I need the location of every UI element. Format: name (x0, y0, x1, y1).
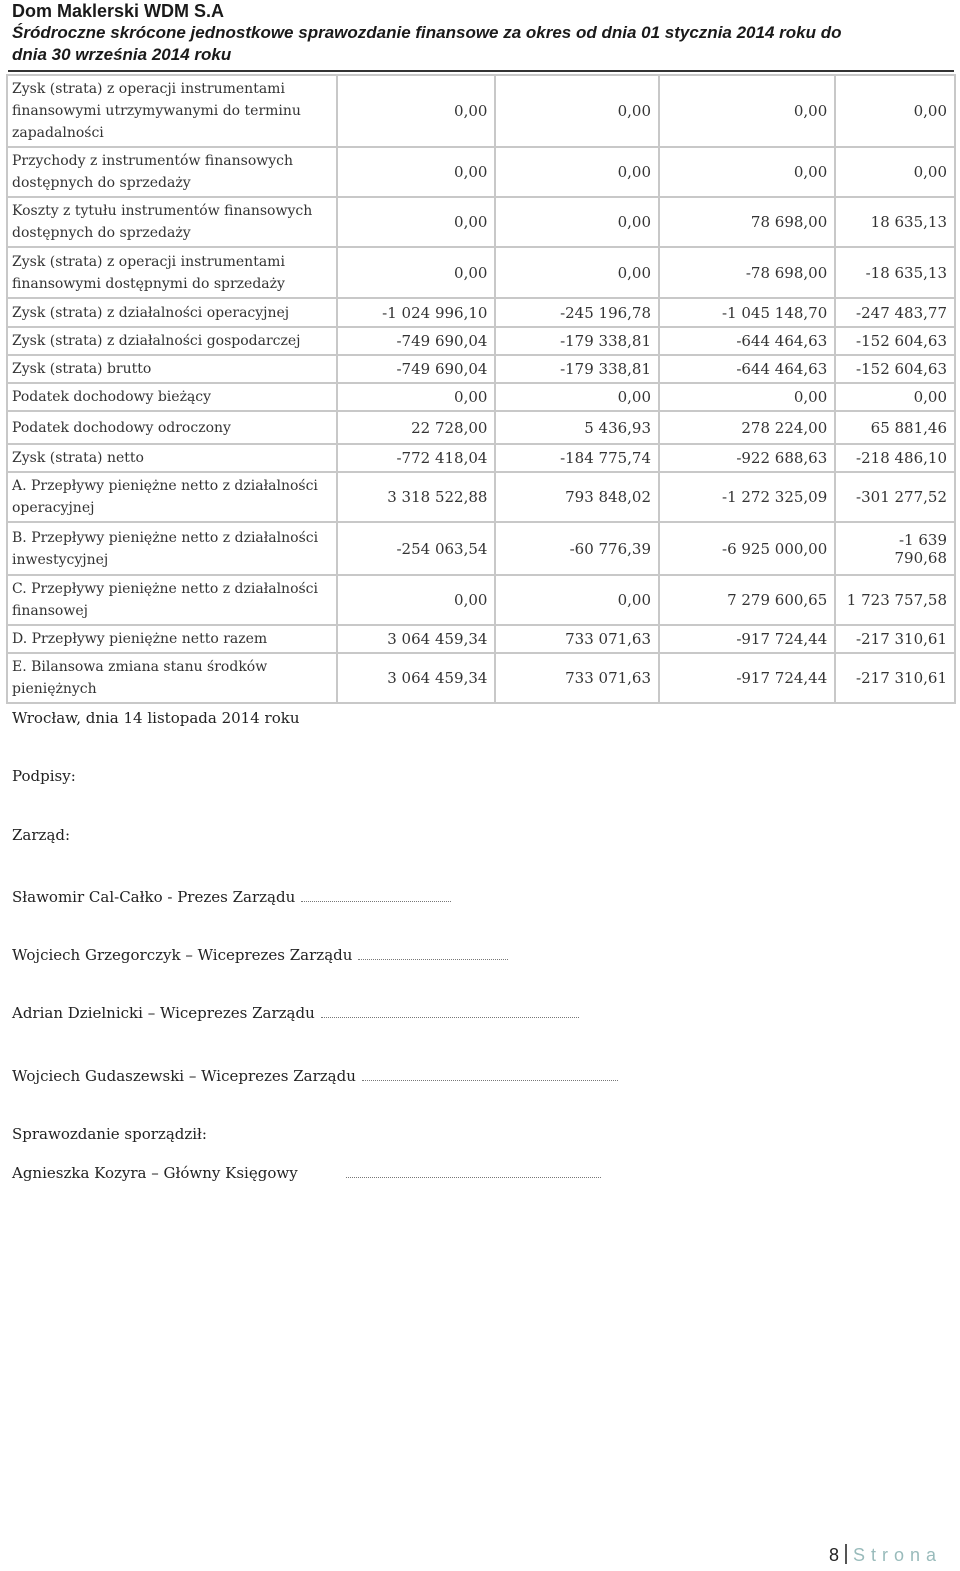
value-cell: 733 071,63 (495, 653, 659, 703)
value-cell: 0,00 (495, 247, 659, 298)
page-number: 8 (828, 1545, 839, 1565)
value-cell: -1 272 325,09 (659, 472, 835, 522)
company-name: Dom Maklerski WDM S.A (12, 1, 225, 21)
value-cell: 0,00 (337, 247, 496, 298)
footer-separator (845, 1544, 847, 1564)
value-cell: 0,00 (495, 575, 659, 625)
signature-line (362, 1070, 618, 1081)
value-cell: 0,00 (337, 383, 496, 411)
table-row (7, 247, 955, 298)
preparer (12, 1164, 601, 1182)
table-row (7, 472, 955, 522)
value-cell: -749 690,04 (337, 355, 496, 383)
value-cell: 793 848,02 (495, 472, 659, 522)
row-label: Zysk (strata) brutto (7, 355, 337, 383)
row-label: A. Przepływy pieniężne netto z działalności operacyjnej (7, 472, 337, 522)
value-cell: 733 071,63 (495, 625, 659, 653)
row-label: Podatek dochodowy bieżący (7, 383, 337, 411)
value-cell: -218 486,10 (835, 444, 955, 472)
row-label: Koszty z tytułu instrumentów finansowych dostępnych do sprzedaży (7, 197, 337, 247)
row-label: Zysk (strata) netto (7, 444, 337, 472)
value-cell: 0,00 (835, 147, 955, 197)
page-footer (829, 1544, 942, 1566)
value-cell: 0,00 (659, 383, 835, 411)
value-cell: -1 639 790,68 (835, 522, 955, 575)
value-cell: 0,00 (337, 147, 496, 197)
value-cell: -179 338,81 (495, 327, 659, 355)
value-cell: -644 464,63 (659, 327, 835, 355)
row-label: Podatek dochodowy odroczony (7, 411, 337, 444)
signatory-name: Wojciech Gudaszewski – Wiceprezes Zarządu (12, 1067, 356, 1085)
report-title-line-1: Śródroczne skrócone jednostkowe sprawozdanie finansowe za okres od dnia 01 stycznia 2014 roku do (12, 23, 842, 42)
value-cell: -245 196,78 (495, 298, 659, 327)
value-cell: -60 776,39 (495, 522, 659, 575)
value-cell: -184 775,74 (495, 444, 659, 472)
table-row (7, 147, 955, 197)
value-cell: 3 064 459,34 (337, 653, 496, 703)
header-divider (8, 70, 954, 72)
table-row (7, 653, 955, 703)
value-cell: 0,00 (337, 75, 496, 147)
value-cell: -301 277,52 (835, 472, 955, 522)
value-cell: 0,00 (337, 197, 496, 247)
value-cell: -644 464,63 (659, 355, 835, 383)
value-cell: 7 279 600,65 (659, 575, 835, 625)
value-cell: 3 064 459,34 (337, 625, 496, 653)
value-cell: 0,00 (659, 147, 835, 197)
value-cell: 0,00 (835, 383, 955, 411)
signatory-name: Adrian Dzielnicki – Wiceprezes Zarządu (12, 1004, 315, 1022)
value-cell: 3 318 522,88 (337, 472, 496, 522)
row-label: B. Przepływy pieniężne netto z działalności inwestycyjnej (7, 522, 337, 575)
signature-line (346, 1167, 601, 1178)
value-cell: 1 723 757,58 (835, 575, 955, 625)
value-cell: -772 418,04 (337, 444, 496, 472)
value-cell: 0,00 (495, 75, 659, 147)
value-cell: 0,00 (659, 75, 835, 147)
signatory-4 (12, 1067, 618, 1085)
table-row (7, 625, 955, 653)
table-row (7, 444, 955, 472)
value-cell: -78 698,00 (659, 247, 835, 298)
value-cell: -917 724,44 (659, 625, 835, 653)
value-cell: 0,00 (337, 575, 496, 625)
value-cell: 0,00 (835, 75, 955, 147)
table-row (7, 298, 955, 327)
row-label: Zysk (strata) z działalności gospodarczej (7, 327, 337, 355)
table-row (7, 355, 955, 383)
table-row (7, 575, 955, 625)
value-cell: 0,00 (495, 383, 659, 411)
report-title-line-2: dnia 30 września 2014 roku (12, 45, 232, 64)
signature-line (358, 949, 508, 960)
row-label: Zysk (strata) z operacji instrumentami finansowymi dostępnymi do sprzedaży (7, 247, 337, 298)
value-cell: 0,00 (495, 197, 659, 247)
row-label: D. Przepływy pieniężne netto razem (7, 625, 337, 653)
board-heading: Zarząd: (12, 826, 71, 844)
table-row (7, 327, 955, 355)
value-cell: 0,00 (495, 147, 659, 197)
table-row (7, 75, 955, 147)
value-cell: -6 925 000,00 (659, 522, 835, 575)
signatory-1 (12, 888, 451, 906)
signatory-3 (12, 1004, 579, 1022)
preparer-name: Agnieszka Kozyra – Główny Księgowy (12, 1164, 298, 1182)
value-cell: -247 483,77 (835, 298, 955, 327)
document-header (12, 0, 952, 66)
table-row (7, 522, 955, 575)
value-cell: -217 310,61 (835, 653, 955, 703)
table-row (7, 197, 955, 247)
signature-line (301, 891, 451, 902)
table-row (7, 411, 955, 444)
page-word: Strona (852, 1545, 942, 1565)
row-label: Zysk (strata) z operacji instrumentami finansowymi utrzymywanymi do terminu zapadalności (7, 75, 337, 147)
value-cell: -749 690,04 (337, 327, 496, 355)
place-date: Wrocław, dnia 14 listopada 2014 roku (12, 709, 300, 727)
value-cell: -1 045 148,70 (659, 298, 835, 327)
signatory-name: Sławomir Cal-Całko - Prezes Zarządu (12, 888, 296, 906)
row-label: Przychody z instrumentów finansowych dostępnych do sprzedaży (7, 147, 337, 197)
value-cell: -179 338,81 (495, 355, 659, 383)
row-label: E. Bilansowa zmiana stanu środków pieniężnych (7, 653, 337, 703)
value-cell: 5 436,93 (495, 411, 659, 444)
value-cell: -1 024 996,10 (337, 298, 496, 327)
value-cell: 78 698,00 (659, 197, 835, 247)
signatures-heading: Podpisy: (12, 767, 76, 785)
signature-line (321, 1007, 579, 1018)
value-cell: -254 063,54 (337, 522, 496, 575)
value-cell: 65 881,46 (835, 411, 955, 444)
value-cell: 22 728,00 (337, 411, 496, 444)
value-cell: -18 635,13 (835, 247, 955, 298)
value-cell: -217 310,61 (835, 625, 955, 653)
financial-table (6, 74, 956, 704)
value-cell: 278 224,00 (659, 411, 835, 444)
value-cell: -922 688,63 (659, 444, 835, 472)
value-cell: -917 724,44 (659, 653, 835, 703)
signatory-name: Wojciech Grzegorczyk – Wiceprezes Zarządu (12, 946, 353, 964)
row-label: C. Przepływy pieniężne netto z działalności finansowej (7, 575, 337, 625)
row-label: Zysk (strata) z działalności operacyjnej (7, 298, 337, 327)
table-row (7, 383, 955, 411)
value-cell: 18 635,13 (835, 197, 955, 247)
prepared-by-heading: Sprawozdanie sporządził: (12, 1125, 207, 1143)
value-cell: -152 604,63 (835, 327, 955, 355)
value-cell: -152 604,63 (835, 355, 955, 383)
signatory-2 (12, 946, 508, 964)
